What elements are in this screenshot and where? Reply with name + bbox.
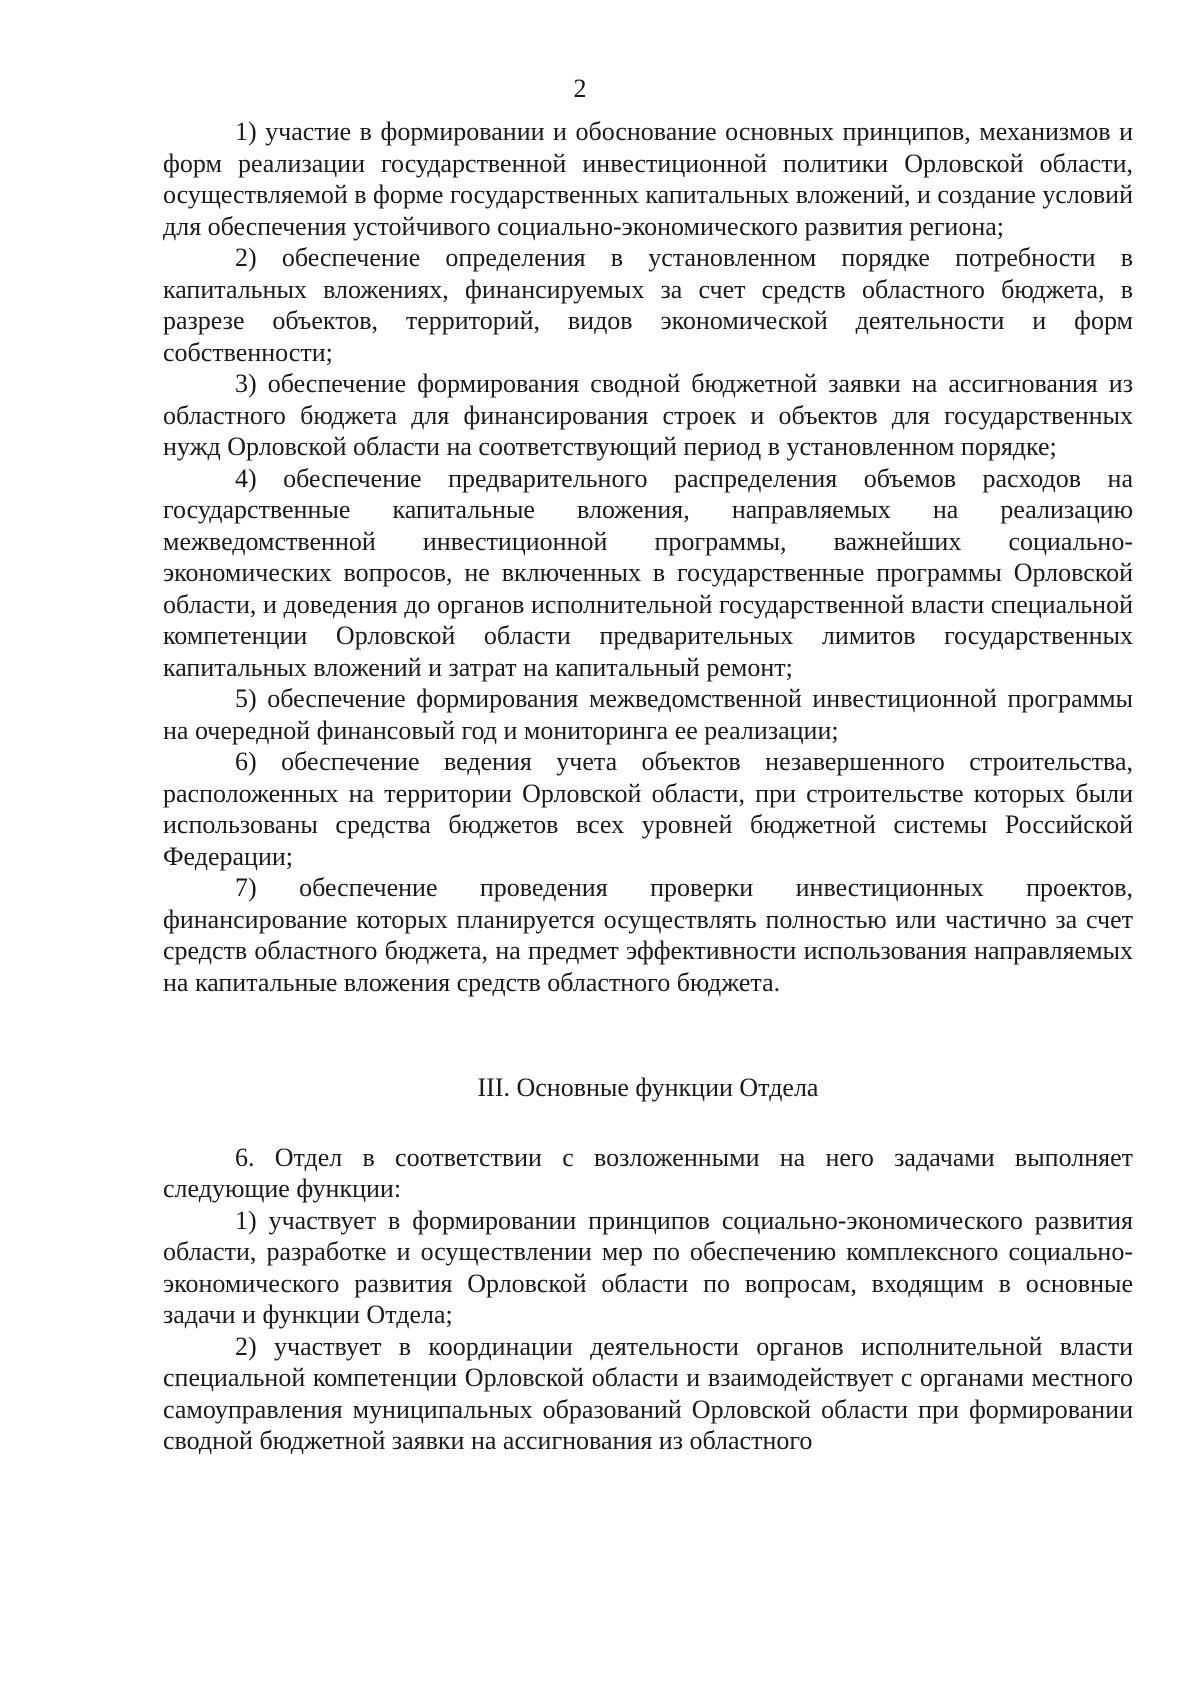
paragraph-task-1: 1) участие в формировании и обоснование основных принципов, механизмов и форм реализации государственной инвестиционной политики Орловской области, осуществляемой в форме государственных капитальных вложений, и создание условий для обеспечения устойчивого социально-экономического развития региона; — [163, 117, 1133, 241]
paragraph-task-7: 7) обеспечение проведения проверки инвестиционных проектов, финансирование которых планируется осуществлять полностью или частично за счет средств областного бюджета, на предмет эффективности использования направляемых на капитальные вложения средств областного бюджета. — [163, 873, 1133, 997]
paragraph-task-6: 6) обеспечение ведения учета объектов незавершенного строительства, расположенных на территории Орловской области, при строительстве которых были использованы средства бюджетов всех уровней бюджетной системы Российской Федерации; — [163, 747, 1133, 871]
paragraph-function-2: 2) участвует в координации деятельности органов исполнительной власти специальной компетенции Орловской области и взаимодействует с органами местного самоуправления муниципальных образований Орловской области при формировании сводной бюджетной заявки на ассигнования из областного — [163, 1331, 1133, 1455]
paragraph-task-4: 4) обеспечение предварительного распределения объемов расходов на государственные капитальные вложения, направляемых на реализацию межведомственной инвестиционной программы, важнейших социально-экономических вопросов, не включенных в государственные программы Орловской области, и доведения до органов исполнительной государственной власти специальной компетенции Орловской области предварительных лимитов государственных капитальных вложений и затрат на капитальный ремонт; — [163, 463, 1133, 682]
section-heading: III. Основные функции Отдела — [477, 1073, 819, 1102]
paragraph-task-3: 3) обеспечение формирования сводной бюджетной заявки на ассигнования из областного бюджета для финансирования строек и объектов для государственных нужд Орловской области на соответствующий период в установленном порядке; — [163, 369, 1133, 461]
page-number: 2 — [573, 74, 587, 103]
paragraph-function-1: 1) участвует в формировании принципов социально-экономического развития области, разработке и осуществлении мер по обеспечению комплексного социально-экономического развития Орловской области по вопросам, входящим в основные задачи и функции Отдела; — [163, 1205, 1133, 1329]
paragraph-task-2: 2) обеспечение определения в установленном порядке потребности в капитальных вложениях, финансируемых за счет средств областного бюджета, в разрезе объектов, территорий, видов экономической деятельности и форм собственности; — [163, 243, 1133, 367]
paragraph-task-5: 5) обеспечение формирования межведомственной инвестиционной программы на очередной финансовый год и мониторинга ее реализации; — [163, 684, 1133, 745]
document-body — [163, 116, 1133, 1457]
paragraph-functions-intro: 6. Отдел в соответствии с возложенными на него задачами выполняет следующие функции: — [163, 1142, 1133, 1203]
